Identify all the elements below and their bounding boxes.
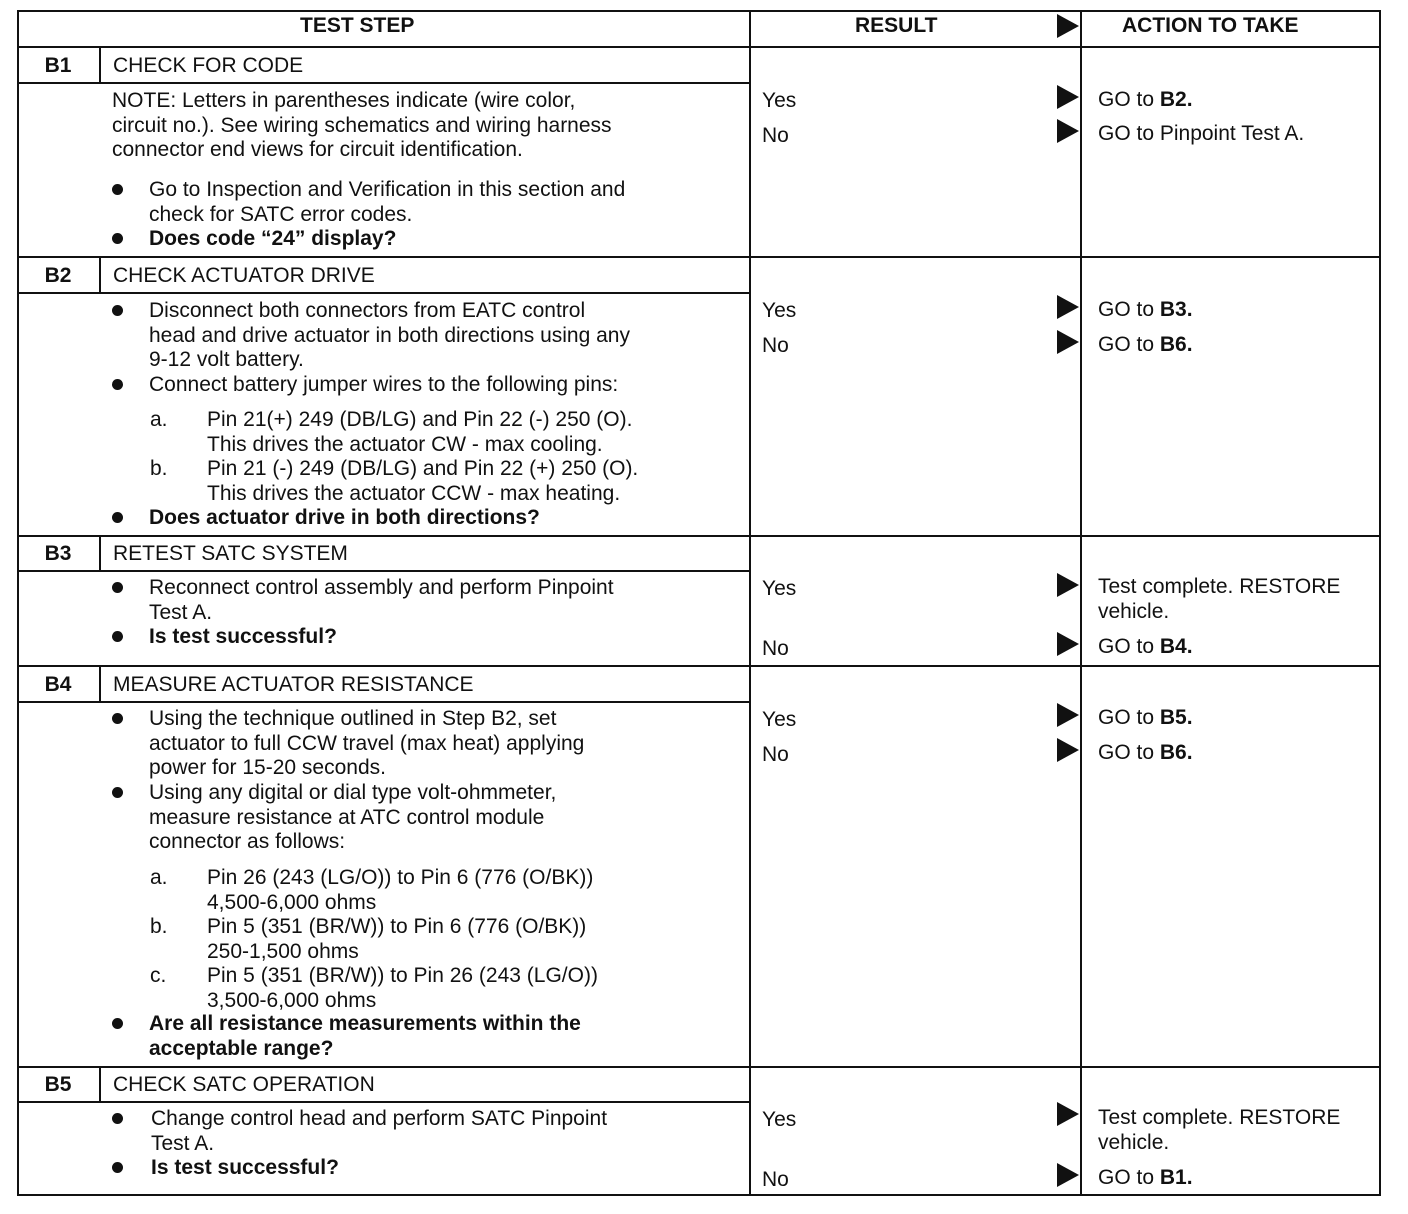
- bullet-icon: [112, 184, 123, 195]
- action-no: [1098, 333, 1378, 358]
- instruction-line: Reconnect control assembly and perform Pinpoint: [149, 576, 614, 599]
- arrow-icon: [1057, 85, 1079, 109]
- step-title: RETEST SATC SYSTEM: [113, 542, 348, 565]
- instruction-line: Test A.: [149, 600, 213, 624]
- bullet-icon: [112, 1113, 123, 1124]
- sub-item-label: c.: [150, 964, 167, 987]
- arrow-icon: [1057, 330, 1079, 354]
- action-text: GO to: [1098, 635, 1160, 658]
- step-id: B4: [44, 673, 72, 696]
- arrow-icon: [1057, 295, 1079, 319]
- sub-item-label: b.: [150, 457, 168, 480]
- action-line: vehicle.: [1098, 1130, 1170, 1154]
- sub-item-line: 250-1,500 ohms: [207, 939, 359, 963]
- action-yes: [1098, 706, 1378, 731]
- step-note: [112, 89, 612, 163]
- sub-item: [207, 866, 593, 915]
- arrow-icon: [1057, 1163, 1079, 1187]
- sub-item-line: This drives the actuator CCW - max heating.: [207, 481, 621, 505]
- bullet-icon: [112, 1162, 123, 1173]
- step-question: Is test successful?: [151, 1156, 339, 1179]
- title-underline: [17, 701, 750, 703]
- header-action: ACTION TO TAKE: [1122, 14, 1299, 37]
- instruction-line: Change control head and perform SATC Pinpoint: [151, 1107, 608, 1130]
- title-underline: [17, 292, 750, 294]
- step-question: Does code “24” display?: [149, 227, 397, 250]
- arrow-icon: [1057, 119, 1079, 143]
- action-yes: [1098, 575, 1378, 624]
- note-line: NOTE: Letters in parentheses indicate (wire color,: [112, 89, 576, 112]
- arrow-icon: [1057, 1102, 1079, 1126]
- id-divider: [99, 665, 101, 701]
- step-reference: B1.: [1159, 1166, 1193, 1189]
- bullet-icon: [112, 305, 123, 316]
- step-reference: B5.: [1159, 706, 1193, 729]
- bullet-icon: [112, 582, 123, 593]
- result-no: No: [762, 637, 789, 660]
- action-yes: [1098, 88, 1378, 113]
- step-instruction: [149, 707, 584, 781]
- sub-item-label: a.: [150, 408, 168, 431]
- bullet-icon: [112, 233, 123, 244]
- action-no: [1098, 741, 1378, 766]
- step-title: MEASURE ACTUATOR RESISTANCE: [113, 673, 474, 696]
- note-line: connector end views for circuit identification.: [112, 138, 523, 161]
- sub-item-line: Pin 5 (351 (BR/W)) to Pin 26 (243 (LG/O)): [207, 964, 598, 987]
- result-yes: Yes: [762, 299, 797, 322]
- arrow-icon: [1057, 14, 1079, 38]
- sub-item-line: 4,500-6,000 ohms: [207, 890, 377, 914]
- result-yes: Yes: [762, 708, 797, 731]
- instruction-line: Using the technique outlined in Step B2, set: [149, 707, 557, 730]
- step-id: B5: [44, 1073, 72, 1096]
- action-line: vehicle.: [1098, 599, 1170, 623]
- sub-item-line: Pin 21(+) 249 (DB/LG) and Pin 22 (-) 250 (O).: [207, 408, 633, 431]
- step-reference: B6.: [1159, 333, 1193, 356]
- sub-item-line: Pin 26 (243 (LG/O)) to Pin 6 (776 (O/BK)): [207, 866, 594, 889]
- row-divider: [17, 1066, 1381, 1068]
- result-no: No: [762, 124, 789, 147]
- step-id: B3: [44, 542, 72, 565]
- bullet-icon: [112, 512, 123, 523]
- action-line: Test complete. RESTORE: [1098, 1106, 1341, 1129]
- title-underline: [17, 1101, 750, 1103]
- action-no: GO to Pinpoint Test A.: [1098, 122, 1305, 145]
- arrow-icon: [1057, 632, 1079, 656]
- header-result: RESULT: [855, 14, 938, 37]
- bullet-icon: [112, 379, 123, 390]
- action-yes: [1098, 1106, 1378, 1155]
- step-instruction: [149, 781, 556, 855]
- sub-item-line: Pin 21 (-) 249 (DB/LG) and Pin 22 (+) 250 (O).: [207, 457, 639, 480]
- row-divider: [17, 535, 1381, 537]
- action-text: GO to: [1098, 741, 1160, 764]
- instruction-line: actuator to full CCW travel (max heat) applying: [149, 731, 585, 755]
- sub-item: [207, 408, 632, 457]
- question-line: acceptable range?: [149, 1036, 334, 1060]
- result-no: No: [762, 743, 789, 766]
- action-text: GO to: [1098, 1166, 1160, 1189]
- action-no: [1098, 1166, 1378, 1191]
- step-question: Does actuator drive in both directions?: [149, 506, 540, 529]
- step-title: CHECK ACTUATOR DRIVE: [113, 264, 375, 287]
- id-divider: [99, 46, 101, 82]
- question-line: Are all resistance measurements within the: [149, 1012, 581, 1035]
- sub-item-label: b.: [150, 915, 168, 938]
- bullet-icon: [112, 1018, 123, 1029]
- instruction-line: power for 15-20 seconds.: [149, 756, 386, 779]
- step-instruction: [149, 576, 614, 625]
- instruction-line: head and drive actuator in both directions using any: [149, 323, 630, 347]
- sub-item-label: a.: [150, 866, 168, 889]
- result-yes: Yes: [762, 1108, 797, 1131]
- arrow-icon: [1057, 703, 1079, 727]
- sub-item-line: 3,500-6,000 ohms: [207, 988, 377, 1012]
- action-text: GO to: [1098, 333, 1160, 356]
- action-text: GO to: [1098, 298, 1160, 321]
- header-test-step: TEST STEP: [300, 14, 415, 37]
- step-id: B2: [44, 264, 72, 287]
- id-divider: [99, 256, 101, 292]
- sub-item: [207, 964, 598, 1013]
- arrow-icon: [1057, 738, 1079, 762]
- instruction-line: Disconnect both connectors from EATC control: [149, 299, 586, 322]
- step-reference: B2.: [1159, 88, 1193, 111]
- action-line: Test complete. RESTORE: [1098, 575, 1341, 598]
- row-divider: [17, 256, 1381, 258]
- bullet-icon: [112, 713, 123, 724]
- title-underline: [17, 570, 750, 572]
- instruction-line: connector as follows:: [149, 830, 346, 853]
- step-question: [149, 1012, 581, 1061]
- result-yes: Yes: [762, 577, 797, 600]
- step-title: CHECK FOR CODE: [113, 54, 304, 77]
- step-reference: B3.: [1159, 298, 1193, 321]
- bullet-icon: [112, 631, 123, 642]
- note-line: circuit no.). See wiring schematics and wiring harness: [112, 113, 612, 137]
- id-divider: [99, 535, 101, 571]
- step-question: Is test successful?: [149, 625, 337, 648]
- title-underline: [17, 82, 750, 84]
- result-yes: Yes: [762, 89, 797, 112]
- row-divider: [17, 665, 1381, 667]
- instruction-line: check for SATC error codes.: [149, 202, 413, 226]
- instruction-line: Test A.: [151, 1131, 215, 1155]
- step-reference: B4.: [1159, 635, 1193, 658]
- instruction-line: Go to Inspection and Verification in this section and: [149, 178, 626, 201]
- step-id: B1: [44, 54, 72, 77]
- column-divider-action: [1080, 10, 1082, 1196]
- column-divider-result: [749, 10, 751, 1196]
- instruction-line: Using any digital or dial type volt-ohmmeter,: [149, 781, 557, 804]
- action-no: [1098, 635, 1378, 660]
- sub-item: [207, 457, 638, 506]
- step-instruction: Connect battery jumper wires to the following pins:: [149, 373, 619, 396]
- action-text: GO to: [1098, 88, 1160, 111]
- header-divider: [17, 46, 1381, 48]
- id-divider: [99, 1066, 101, 1102]
- sub-item-line: Pin 5 (351 (BR/W)) to Pin 6 (776 (O/BK)): [207, 915, 587, 938]
- instruction-line: 9-12 volt battery.: [149, 348, 304, 371]
- result-no: No: [762, 334, 789, 357]
- step-instruction: [149, 299, 630, 373]
- bullet-icon: [112, 787, 123, 798]
- arrow-icon: [1057, 573, 1079, 597]
- action-yes: [1098, 298, 1378, 323]
- instruction-line: measure resistance at ATC control module: [149, 805, 545, 829]
- result-no: No: [762, 1168, 789, 1191]
- step-title: CHECK SATC OPERATION: [113, 1073, 375, 1096]
- step-instruction: [151, 1107, 607, 1156]
- sub-item: [207, 915, 586, 964]
- sub-item-line: This drives the actuator CW - max cooling.: [207, 432, 603, 456]
- action-text: GO to: [1098, 706, 1160, 729]
- step-reference: B6.: [1159, 741, 1193, 764]
- step-instruction: [149, 178, 625, 227]
